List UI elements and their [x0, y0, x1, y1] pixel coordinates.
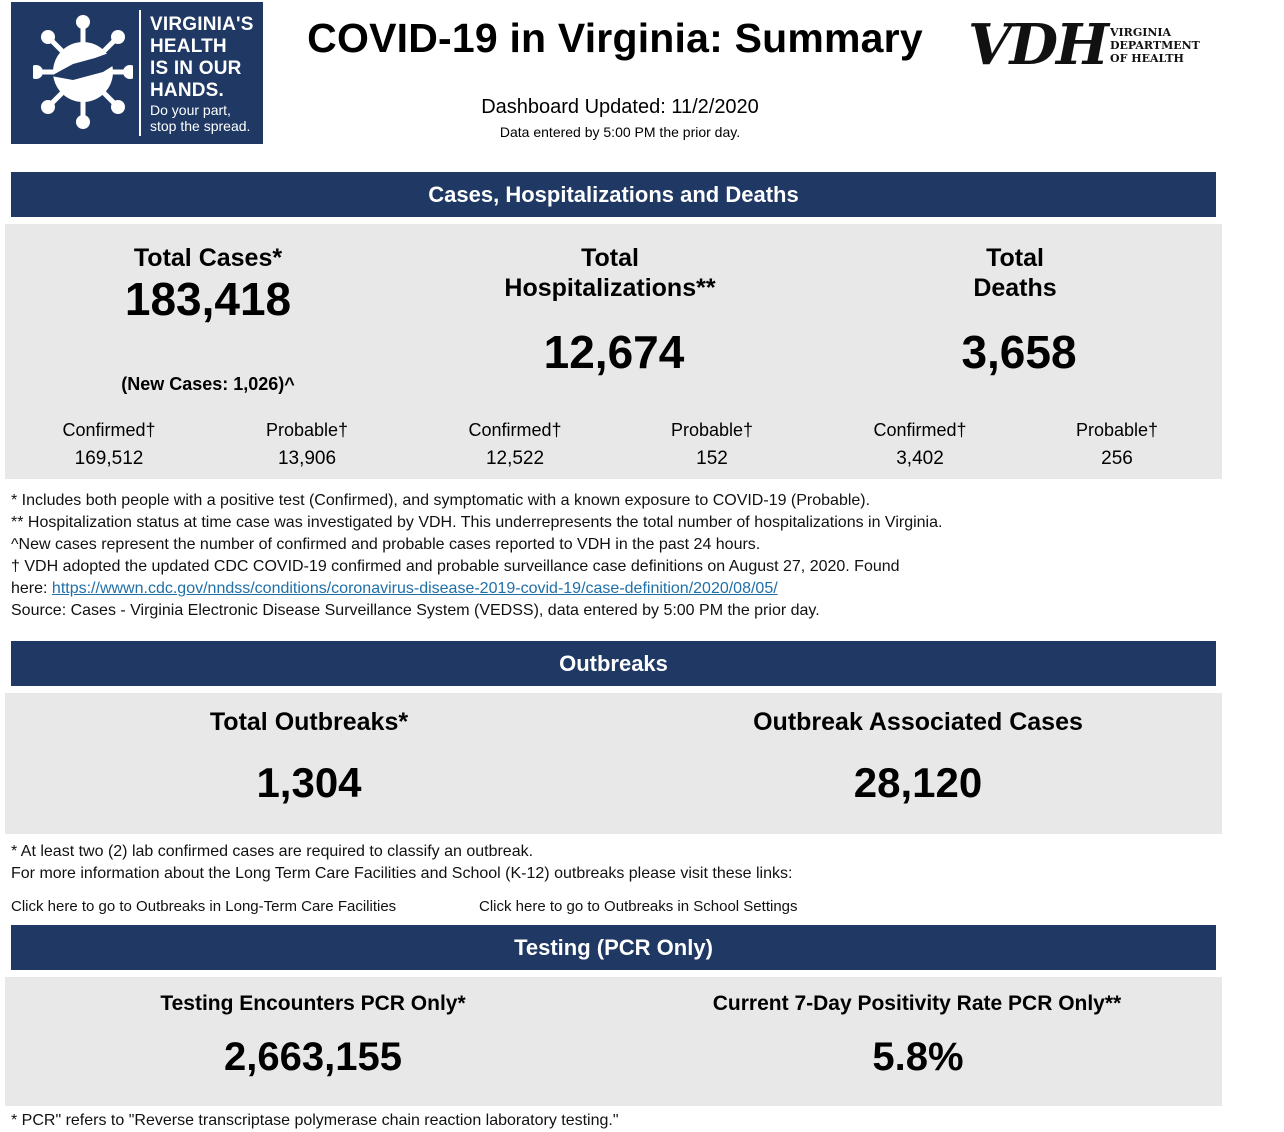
deaths-value: 3,658: [961, 326, 1077, 378]
section-bar-cases: Cases, Hospitalizations and Deaths: [11, 172, 1216, 217]
logo-headline: VIRGINIA'S HEALTH IS IN OUR HANDS.: [150, 14, 254, 101]
virus-virginia-icon: [33, 12, 133, 132]
deaths-probable-label: Probable†: [1075, 420, 1159, 440]
new-cases: (New Cases: 1,026)^: [121, 374, 295, 394]
footnote-2: ** Hospitalization status at time case was investigated by VDH. This underrepresents the total number of hospitalizations in Virginia.: [11, 514, 943, 531]
total-outbreaks-title: Total Outbreaks*: [209, 708, 409, 736]
total-cases-title: Total Cases*: [133, 244, 283, 272]
hosp-confirmed-label: Confirmed†: [468, 420, 562, 440]
outbreak-footnote-2: For more information about the Long Term Care Facilities and School (K-12) outbreaks please visit these links:: [11, 865, 793, 882]
cases-panel: [5, 224, 1222, 479]
positivity-rate-value: 5.8%: [872, 1035, 964, 1079]
cases-confirmed-value: 169,512: [74, 448, 144, 469]
footnote-3: ^New cases represent the number of confirmed and probable cases reported to VDH in the past 24 hours.: [11, 536, 761, 553]
hosp-probable-label: Probable†: [670, 420, 754, 440]
testing-panel: [5, 977, 1222, 1106]
hosp-confirmed-value: 12,522: [485, 448, 545, 469]
cdc-definition-link[interactable]: https://wwwn.cdc.gov/nndss/conditions/coronavirus-disease-2019-covid-19/case-definition/2020/08/05/: [51, 580, 778, 597]
data-entered-note: Data entered by 5:00 PM the prior day.: [499, 124, 741, 140]
cases-probable-value: 13,906: [277, 448, 337, 469]
cases-footnotes: [11, 490, 1211, 622]
testing-encounters-value: 2,663,155: [224, 1035, 402, 1079]
footnote-5: here: https://wwwn.cdc.gov/nndss/conditions/coronavirus-disease-2019-covid-19/case-definition/2020/08/05/: [11, 580, 778, 597]
testing-footnote: * PCR" refers to "Reverse transcriptase polymerase chain reaction laboratory testing.": [11, 1112, 619, 1129]
footnote-4: † VDH adopted the updated CDC COVID-19 confirmed and probable surveillance case definitions on August 27, 2020. Found: [11, 558, 900, 575]
deaths-probable-value: 256: [1101, 448, 1133, 469]
ltc-outbreaks-link[interactable]: Click here to go to Outbreaks in Long-Term Care Facilities: [11, 898, 397, 915]
dashboard-updated: Dashboard Updated: 11/2/2020: [481, 96, 759, 118]
vdh-mark: VDH: [968, 12, 1107, 78]
deaths-confirmed-label: Confirmed†: [873, 420, 967, 440]
outbreak-footnote-1: * At least two (2) lab confirmed cases are required to classify an outbreak.: [11, 843, 534, 860]
cases-probable-label: Probable†: [265, 420, 349, 440]
positivity-rate-title: Current 7-Day Positivity Rate PCR Only**: [712, 992, 1122, 1015]
logo-tagline: Do your part, stop the spread.: [150, 102, 251, 134]
footnote-source: Source: Cases - Virginia Electronic Disease Surveillance System (VEDSS), data entered by 5:00 PM the prior day.: [11, 602, 820, 619]
footnote-1: * Includes both people with a positive test (Confirmed), and symptomatic with a known exposure to COVID-19 (Probable).: [11, 492, 871, 509]
deaths-title: Total Deaths: [973, 244, 1057, 302]
hospitalizations-value: 12,674: [543, 326, 685, 378]
vdh-wordmark: VIRGINIA DEPARTMENT OF HEALTH: [1110, 26, 1200, 65]
section-bar-testing: Testing (PCR Only): [11, 925, 1216, 970]
outbreak-associated-cases-title: Outbreak Associated Cases: [753, 708, 1083, 736]
virginia-health-logo: [11, 2, 263, 144]
hospitalizations-title: Total Hospitalizations**: [504, 244, 716, 302]
outbreaks-footnotes: [11, 841, 1211, 885]
total-cases-value: 183,418: [124, 273, 292, 325]
logo-divider: [139, 10, 141, 136]
deaths-confirmed-value: 3,402: [896, 448, 944, 469]
cases-confirmed-label: Confirmed†: [62, 420, 156, 440]
page-title: COVID-19 in Virginia: Summary: [307, 15, 923, 61]
hosp-probable-value: 152: [696, 448, 728, 469]
outbreak-associated-cases-value: 28,120: [853, 759, 983, 806]
section-bar-outbreaks: Outbreaks: [11, 641, 1216, 686]
vdh-logo: [968, 12, 1208, 80]
testing-encounters-title: Testing Encounters PCR Only*: [160, 992, 466, 1015]
total-outbreaks-value: 1,304: [256, 759, 362, 806]
outbreaks-panel: [5, 693, 1222, 834]
school-outbreaks-link[interactable]: Click here to go to Outbreaks in School Settings: [479, 898, 798, 915]
